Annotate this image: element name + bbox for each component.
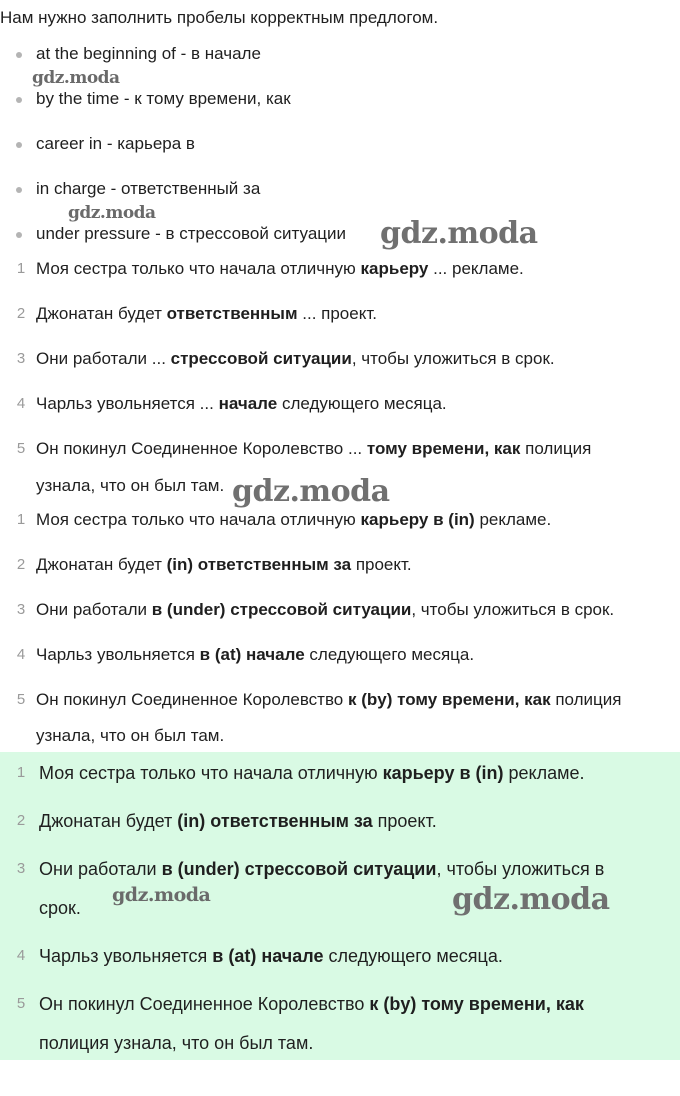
bullet-icon bbox=[16, 142, 22, 148]
watermark: gdz.moda bbox=[68, 203, 156, 223]
bullet-icon bbox=[16, 97, 22, 103]
bullet-icon bbox=[16, 232, 22, 238]
watermark: gdz.moda bbox=[452, 882, 610, 917]
bullet-icon bbox=[16, 52, 22, 58]
bullet-icon bbox=[16, 187, 22, 193]
watermark: gdz.moda bbox=[232, 474, 390, 509]
watermark: gdz.moda bbox=[112, 884, 211, 906]
watermark: gdz.moda bbox=[32, 68, 120, 88]
intro-text: Нам нужно заполнить пробелы корректным предлогом. bbox=[0, 8, 439, 27]
watermark: gdz.moda bbox=[380, 216, 538, 251]
